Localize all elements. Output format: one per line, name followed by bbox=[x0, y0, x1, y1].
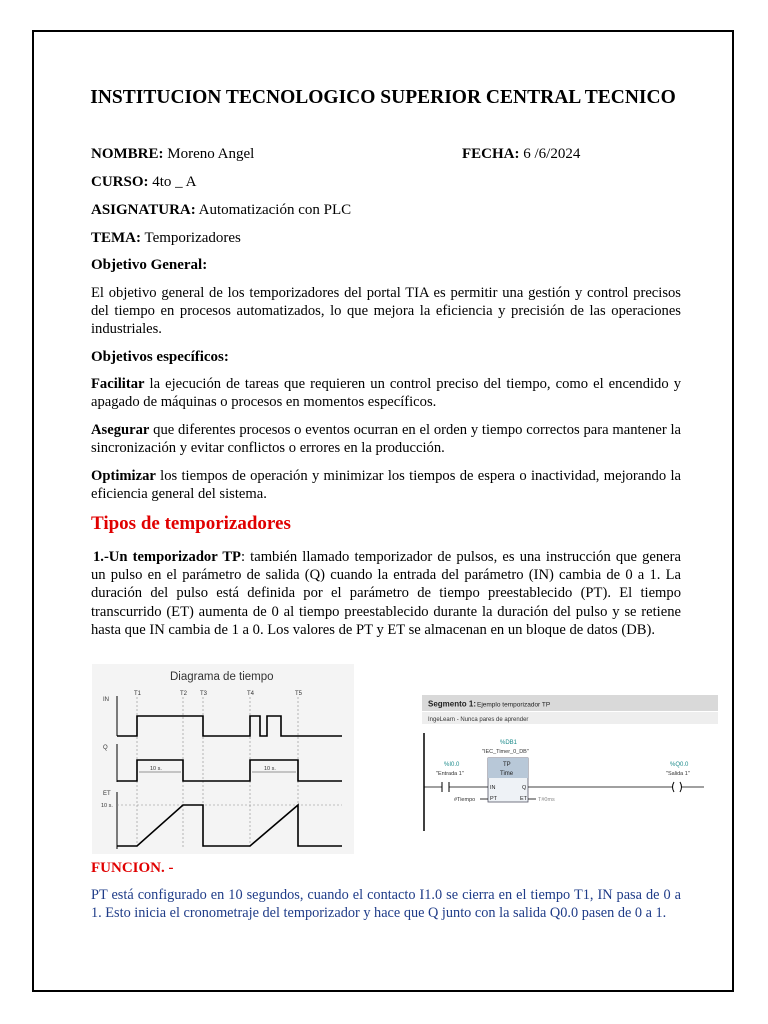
coil-name: "Salida 1" bbox=[666, 771, 690, 777]
funcion-text: PT está configurado en 10 segundos, cuando el contacto I1.0 se cierra en el tiempo T1, IN pasa de 0 a 1. Esto inicia el cronometraje del temporizador y hace que Q junto con la salida Q0.0 pasen de 0 a 1. bbox=[91, 887, 681, 922]
funcion-heading: FUNCION. - bbox=[91, 860, 174, 876]
tema-value: Temporizadores bbox=[141, 230, 241, 246]
asignatura-field bbox=[91, 201, 351, 219]
signal-et-label: ET bbox=[103, 791, 111, 797]
pin-q: Q bbox=[522, 785, 527, 791]
block-type: TP bbox=[503, 762, 511, 768]
obj1-text: la ejecución de tareas que requieren un control preciso del tiempo, como el encendido y apagado de máquinas o procesos en momentos específicos. bbox=[91, 376, 681, 411]
obj3-text: los tiempos de operación y minimizar los tiempos de espera o inactividad, mejorando la eficiencia general del sistema. bbox=[91, 468, 681, 503]
contact-address: %I0.0 bbox=[444, 762, 460, 768]
fecha-label: FECHA: bbox=[462, 146, 520, 162]
et-level-label: 10 s. bbox=[101, 803, 113, 809]
time-label-t3: T3 bbox=[200, 691, 208, 697]
asignatura-value: Automatización con PLC bbox=[195, 202, 352, 218]
signal-q-label: Q bbox=[103, 745, 108, 751]
time-label-t2: T2 bbox=[180, 691, 188, 697]
document-title: INSTITUCION TECNOLOGICO SUPERIOR CENTRAL TECNICO bbox=[90, 87, 676, 108]
obj2-text: que diferentes procesos o eventos ocurran en el orden y tiempo correctos para mantener la sincronización y evitar conflictos o errores en la producción. bbox=[91, 422, 681, 457]
db-name: "IEC_Timer_0_DB" bbox=[482, 749, 529, 755]
asignatura-label: ASIGNATURA: bbox=[91, 202, 196, 218]
objetivo-general-heading: Objetivo General: bbox=[91, 257, 208, 273]
contact-name: "Entrada 1" bbox=[436, 771, 464, 777]
curso-value: 4to _ A bbox=[148, 174, 197, 190]
ladder-segment bbox=[422, 695, 718, 835]
pin-in: IN bbox=[490, 785, 496, 791]
db-address: %DB1 bbox=[500, 740, 518, 746]
obj3-bold: Optimizar bbox=[91, 468, 156, 484]
objetivo-especifico-3 bbox=[91, 467, 681, 503]
signal-in-label: IN bbox=[103, 697, 109, 703]
timing-diagram-title: Diagrama de tiempo bbox=[170, 671, 274, 683]
nombre-label: NOMBRE: bbox=[91, 146, 164, 162]
objetivos-especificos-heading: Objetivos específicos: bbox=[91, 349, 229, 365]
obj1-bold: Facilitar bbox=[91, 376, 145, 392]
tipos-heading: Tipos de temporizadores bbox=[91, 513, 291, 534]
tema-field bbox=[91, 229, 241, 247]
segment-label: Segmento 1: bbox=[428, 699, 477, 709]
objetivo-especifico-2 bbox=[91, 421, 681, 457]
coil-address: %Q0.0 bbox=[670, 762, 689, 768]
objetivo-especifico-1 bbox=[91, 375, 681, 411]
time-label-t4: T4 bbox=[247, 691, 255, 697]
fecha-value: 6 /6/2024 bbox=[519, 146, 581, 162]
time-label-t1: T1 bbox=[134, 691, 142, 697]
tp-paragraph bbox=[91, 548, 681, 639]
timing-diagram bbox=[92, 664, 354, 854]
tp-text: : también llamado temporizador de pulsos, es una instrucción que genera un pulso en el parámetro de salida (Q) cuando la entrada del parámetro (IN) cambia de 0 a 1. La duración del pulso está definida por el parámetro de tiempo preestablecido (PT). El tiempo transcurrido (ET) aumenta de 0 al tiempo preestablecido durante la duración del pulso y se retiene hasta que IN cambia de 1 a 0. Los valores de PT y ET se almacenan en un bloque de datos (DB). bbox=[91, 549, 681, 638]
segment-subtitle: IngeLearn - Nunca pares de aprender bbox=[428, 717, 529, 723]
curso-field bbox=[91, 173, 196, 191]
curso-label: CURSO: bbox=[91, 174, 149, 190]
tema-label: TEMA: bbox=[91, 230, 141, 246]
obj2-bold: Asegurar bbox=[91, 422, 150, 438]
segment-title: Ejemplo temporizador TP bbox=[477, 701, 551, 709]
nombre-field bbox=[91, 145, 254, 163]
time-label-t5: T5 bbox=[295, 691, 303, 697]
tp-bold: 1.-Un temporizador TP bbox=[93, 549, 241, 565]
pulse-label-1: 10 s. bbox=[150, 766, 162, 772]
et-value: T#0ms bbox=[538, 797, 555, 803]
timing-diagram-bg bbox=[92, 664, 354, 854]
pt-value: #Tiempo bbox=[454, 797, 476, 803]
pulse-label-2: 10 s. bbox=[264, 766, 276, 772]
pin-et: ET bbox=[520, 796, 528, 802]
objetivo-general-text: El objetivo general de los temporizadores del portal TIA es permitir una gestión y control precisos del tiempo en procesos automatizados, lo que mejora la eficiencia y precisión de las operaciones industriales. bbox=[91, 285, 681, 338]
fecha-field bbox=[462, 145, 580, 163]
nombre-value: Moreno Angel bbox=[163, 146, 255, 162]
pin-pt: PT bbox=[490, 796, 498, 802]
block-subtype: Time bbox=[500, 771, 514, 777]
